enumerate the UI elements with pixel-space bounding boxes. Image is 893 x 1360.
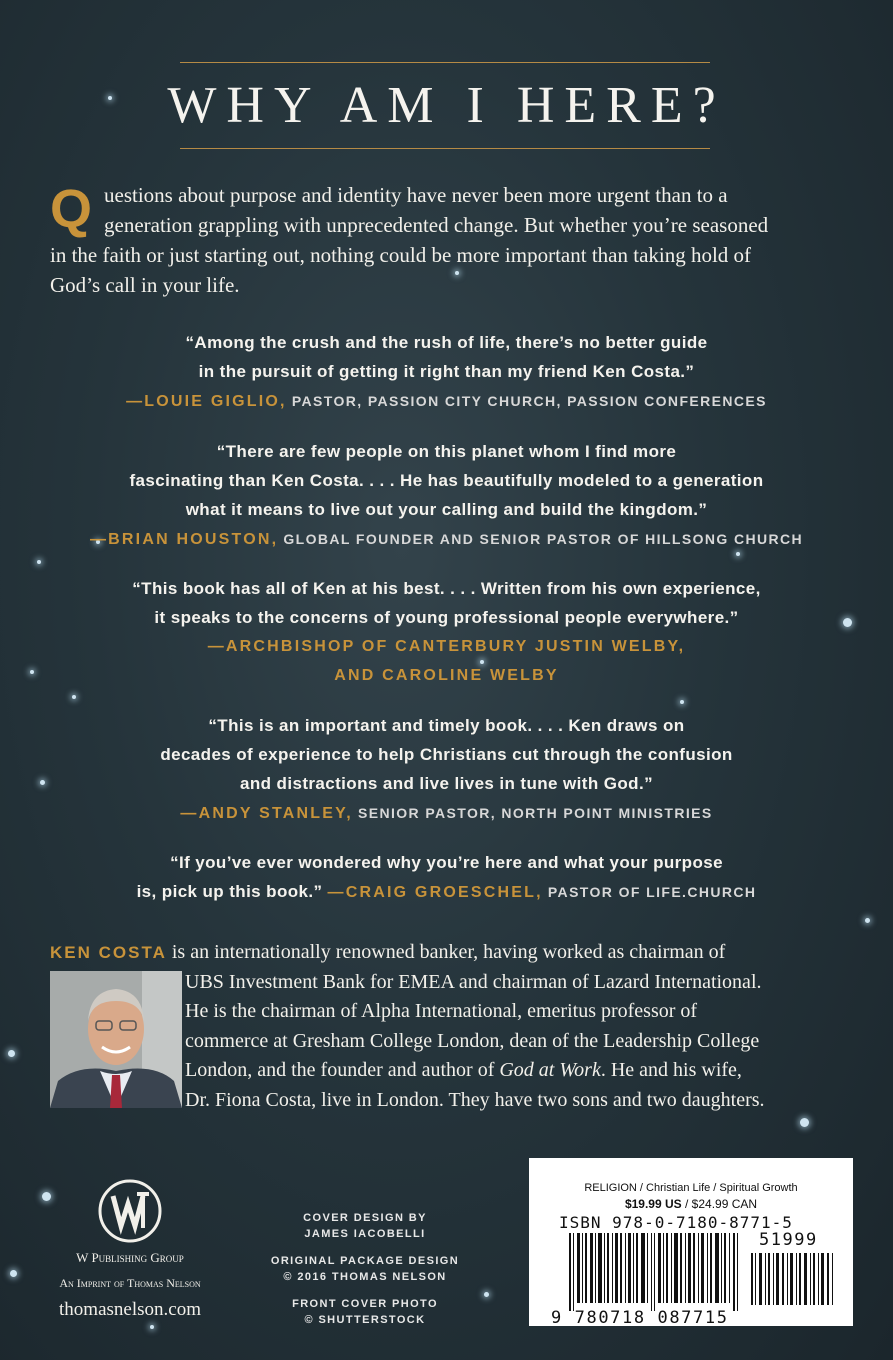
price-us: $19.99 US — [624, 1197, 682, 1211]
intro-line: uestions about purpose and identity have never been more urgent than to a — [104, 183, 728, 207]
endorsement — [0, 574, 893, 690]
intro-line: God’s call in your life. — [50, 273, 240, 297]
endorser-name: —BRIAN HOUSTON, — [89, 531, 279, 548]
barcode-bars-icon — [569, 1233, 745, 1311]
cover-credits — [245, 1210, 485, 1339]
publisher-name: W Publishing Group — [76, 1250, 184, 1265]
bio-line: commerce at Gresham College London, dean of the Leadership College — [185, 1029, 760, 1052]
credit-line: ORIGINAL PACKAGE DESIGN — [270, 1255, 460, 1267]
endorser-role: PASTOR, PASSION CITY CHURCH, PASSION CONFERENCES — [291, 393, 767, 409]
bio-line: . He and his wife, — [600, 1059, 742, 1081]
endorsement-line: “If you’ve ever wondered why you’re here and what your purpose — [170, 853, 723, 872]
star — [72, 695, 76, 699]
credit-line: JAMES IACOBELLI — [304, 1228, 426, 1240]
publisher-website: thomasnelson.com — [59, 1299, 201, 1320]
page-title: WHY AM I HERE? — [167, 77, 726, 134]
endorsement — [0, 437, 893, 554]
star — [150, 1325, 154, 1329]
endorsement-line: in the pursuit of getting it right than my friend Ken Costa.” — [198, 362, 695, 381]
endorser-name: —ARCHBISHOP OF CANTERBURY JUSTIN WELBY, — [207, 638, 686, 655]
endorsement-line: “This book has all of Ken at his best. . . . Written from his own experience, — [132, 579, 761, 598]
credit-line: © SHUTTERSTOCK — [304, 1314, 426, 1326]
endorsement-line: decades of experience to help Christians cut through the confusion — [160, 745, 733, 764]
bio-line: Dr. Fiona Costa, live in London. They have two sons and two daughters. — [185, 1088, 765, 1111]
endorser-name: —ANDY STANLEY, — [180, 805, 353, 822]
price-can: / $24.99 CAN — [681, 1197, 758, 1211]
intro-line: generation grappling with unprecedented change. But whether you’re seasoned — [104, 213, 769, 237]
endorsement-line: “There are few people on this planet whom I find more — [216, 442, 677, 461]
title-rule-bottom — [180, 148, 710, 149]
drop-cap: Q — [50, 179, 93, 239]
publisher-imprint: An Imprint of Thomas Nelson — [59, 1276, 201, 1290]
endorsement — [0, 848, 893, 907]
bio-line: is an internationally renowned banker, having worked as chairman of — [166, 941, 726, 963]
endorsement — [0, 711, 893, 828]
barcode-category: RELIGION / Christian Life / Spiritual Growth — [584, 1182, 798, 1194]
endorsement-line: fascinating than Ken Costa. . . . He has beautifully modeled to a generation — [129, 471, 764, 490]
intro-line: in the faith or just starting out, nothing could be more important than taking hold of — [50, 243, 752, 267]
endorser-role: GLOBAL FOUNDER AND SENIOR PASTOR OF HILLSONG CHURCH — [283, 531, 804, 547]
endorsement-line: and distractions and live lives in tune with God.” — [240, 774, 653, 793]
author-photo — [50, 971, 182, 1108]
star — [37, 560, 41, 564]
endorsement-line: is, pick up this book.” — [136, 882, 323, 901]
star — [800, 1118, 809, 1127]
credit-line: FRONT COVER PHOTO — [292, 1298, 438, 1310]
book-title: God at Work — [499, 1059, 601, 1081]
credit-line: COVER DESIGN BY — [303, 1212, 427, 1224]
endorser-name: —LOUIE GIGLIO, — [126, 393, 287, 410]
barcode-box — [529, 1158, 853, 1326]
bio-line: He is the chairman of Alpha International, emeritus professor of — [185, 1000, 698, 1022]
publisher-logo — [50, 1178, 210, 1321]
endorser-role: PASTOR OF LIFE.CHURCH — [547, 884, 757, 900]
price-barcode-icon — [751, 1253, 835, 1305]
barcode-digits: 9 780718 087715 — [551, 1308, 729, 1328]
bio-line: UBS Investment Bank for EMEA and chairman of Lazard International. — [185, 970, 762, 993]
star — [10, 1270, 17, 1277]
publisher-mark-icon — [97, 1178, 163, 1244]
author-name: KEN COSTA — [50, 943, 167, 962]
bio-line: London, and the founder and author of — [185, 1059, 500, 1081]
star — [865, 918, 870, 923]
endorsement-line: “This is an important and timely book. . . . Ken draws on — [208, 716, 685, 735]
isbn-text: ISBN 978-0-7180-8771-5 — [559, 1213, 793, 1232]
title-rule-top — [180, 62, 710, 63]
endorsement-line: it speaks to the concerns of young professional people everywhere.” — [154, 608, 739, 627]
endorsement-line: “Among the crush and the rush of life, there’s no better guide — [185, 333, 708, 352]
endorser-name: AND CAROLINE WELBY — [334, 667, 559, 684]
price-code: 51999 — [759, 1230, 818, 1250]
endorsement — [0, 328, 893, 416]
star — [680, 700, 684, 704]
endorsement-line: what it means to live out your calling and build the kingdom.” — [185, 500, 708, 519]
endorser-role: SENIOR PASTOR, NORTH POINT MINISTRIES — [357, 805, 713, 821]
star — [8, 1050, 15, 1057]
endorser-name: —CRAIG GROESCHEL, — [327, 884, 543, 901]
credit-line: © 2016 THOMAS NELSON — [283, 1271, 447, 1283]
intro-paragraph — [50, 180, 845, 300]
